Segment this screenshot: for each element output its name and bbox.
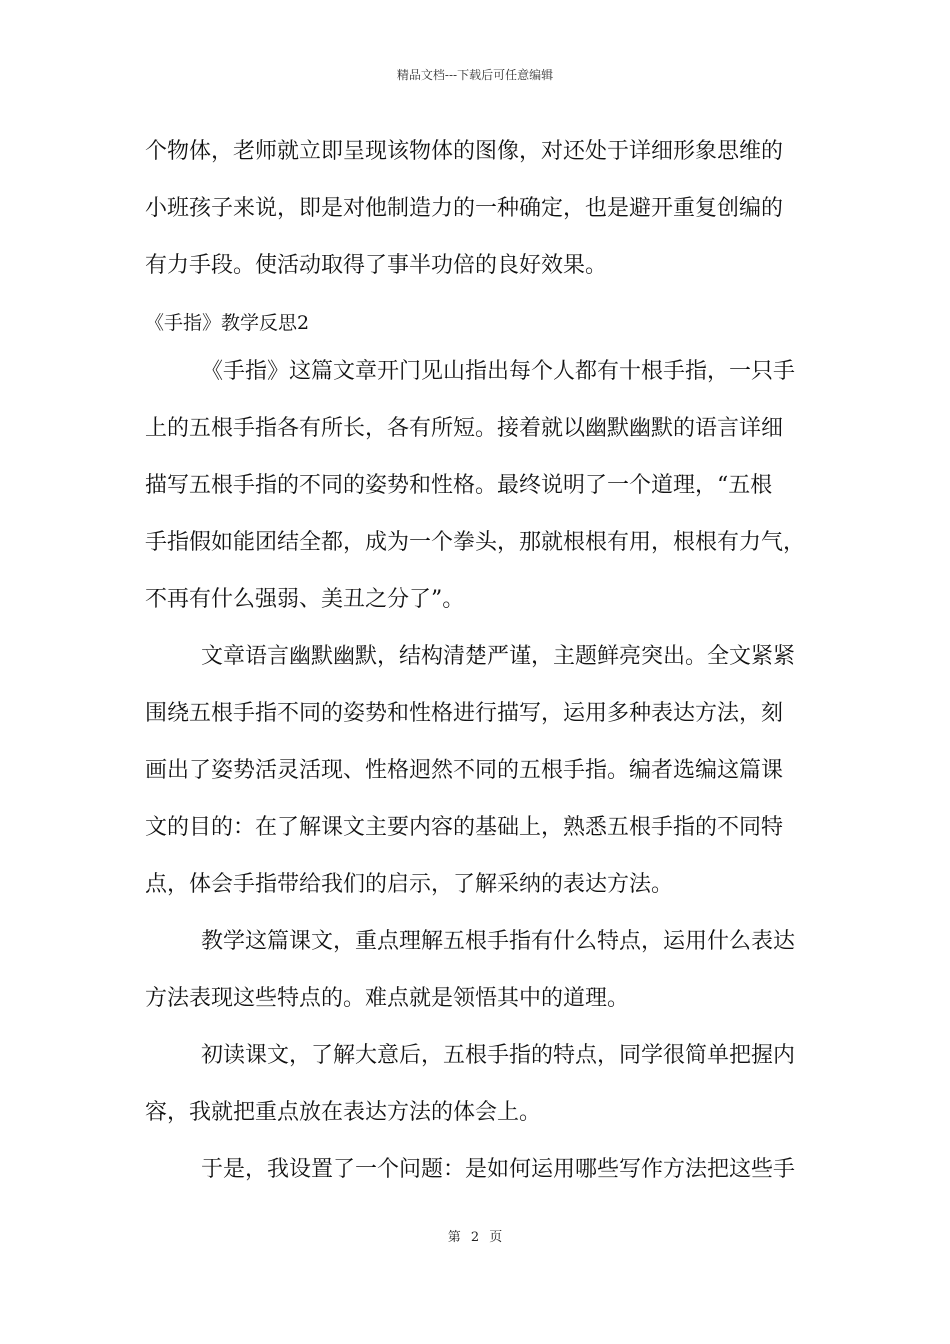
- text-line: 《手指》这篇文章开门见山指出每个人都有十根手指，一只手: [201, 359, 796, 384]
- document-body: [145, 128, 810, 1203]
- text-line: 文章语言幽默幽默，结构清楚严谨，主题鲜亮突出。全文紧紧: [201, 644, 796, 669]
- text-line: 个物体，老师就立即呈现该物体的图像，对还处于详细形象思维的: [145, 139, 784, 164]
- text-line: 文的目的：在了解课文主要内容的基础上，熟悉五根手指的不同特: [145, 815, 784, 840]
- page-header: 精品文档---下载后可任意编辑: [396, 68, 554, 82]
- text-line: 教学这篇课文，重点理解五根手指有什么特点，运用什么表达: [201, 929, 796, 954]
- text-line: 描写五根手指的不同的姿势和性格。最终说明了一个道理，“五根: [145, 473, 773, 498]
- text-line: 不再有什么强弱、美丑之分了”。: [145, 587, 465, 612]
- text-line: 上的五根手指各有所长，各有所短。接着就以幽默幽默的语言详细: [145, 416, 784, 441]
- section-heading: 《手指》教学反思2: [145, 312, 310, 334]
- text-line: 有力手段。使活动取得了事半功倍的良好效果。: [145, 253, 608, 278]
- text-line: 方法表现这些特点的。难点就是领悟其中的道理。: [145, 986, 630, 1011]
- text-line: 画出了姿势活灵活现、性格迥然不同的五根手指。编者选编这篇课: [145, 758, 784, 783]
- page-number-suffix: 页: [489, 1230, 503, 1245]
- text-line: 容，我就把重点放在表达方法的体会上。: [145, 1100, 542, 1125]
- text-line: 手指假如能团结全都，成为一个拳头，那就根根有用，根根有力气，: [145, 530, 806, 555]
- page-number: 2: [470, 1230, 480, 1245]
- text-line: 小班孩子来说，即是对他制造力的一种确定，也是避开重复创编的: [145, 196, 784, 221]
- text-line: 围绕五根手指不同的姿势和性格进行描写，运用多种表达方法，刻: [145, 701, 784, 726]
- text-line: 初读课文，了解大意后，五根手指的特点，同学很简单把握内: [201, 1043, 796, 1068]
- page-footer: [0, 1226, 950, 1245]
- text-line: 点，体会手指带给我们的启示，了解采纳的表达方法。: [145, 872, 674, 897]
- page-number-prefix: 第: [447, 1230, 461, 1245]
- text-line: 于是，我设置了一个问题：是如何运用哪些写作方法把这些手: [201, 1157, 796, 1182]
